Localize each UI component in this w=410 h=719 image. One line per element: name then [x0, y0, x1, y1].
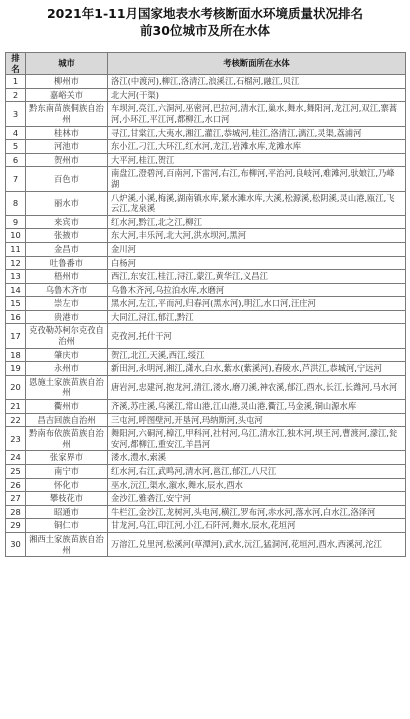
header-city: 城市	[26, 53, 108, 75]
rank-cell: 7	[6, 167, 26, 191]
city-cell: 昭通市	[26, 505, 108, 519]
rank-cell: 18	[6, 348, 26, 362]
city-cell: 湘西土家族苗族自治州	[26, 532, 108, 556]
table-row	[6, 140, 406, 154]
rank-cell: 6	[6, 153, 26, 167]
title-line-1: 2021年1-11月国家地表水考核断面水环境质量状况排名	[46, 6, 364, 21]
table-row	[6, 242, 406, 256]
city-cell: 黔南布依族苗族自治州	[26, 427, 108, 451]
rank-cell: 27	[6, 492, 26, 506]
table-row	[6, 215, 406, 229]
table-row	[6, 348, 406, 362]
rank-cell: 28	[6, 505, 26, 519]
table-row	[6, 283, 406, 297]
table-row	[6, 270, 406, 284]
water-cell: 白杨河	[108, 256, 406, 270]
water-cell: 甘龙河,乌江,印江河,小江,石阡河,舞水,辰水,花垣河	[108, 519, 406, 533]
city-cell: 攀枝花市	[26, 492, 108, 506]
water-cell: 洛江(中渡河),柳江,洛清江,浪溪江,石榴河,融江,贝江	[108, 75, 406, 89]
table-row	[6, 362, 406, 376]
rank-cell: 12	[6, 256, 26, 270]
water-cell: 克孜河,托什干河	[108, 324, 406, 348]
rank-cell: 21	[6, 400, 26, 414]
table-row	[6, 375, 406, 399]
city-cell: 永州市	[26, 362, 108, 376]
rank-cell: 2	[6, 88, 26, 102]
table-header-row	[6, 53, 406, 75]
city-cell: 丽水市	[26, 191, 108, 215]
rank-cell: 3	[6, 102, 26, 126]
table-row	[6, 153, 406, 167]
rank-cell: 9	[6, 215, 26, 229]
rank-cell: 17	[6, 324, 26, 348]
water-cell: 红水河,右江,武鸣河,清水河,邕江,郁江,八尺江	[108, 465, 406, 479]
rank-cell: 23	[6, 427, 26, 451]
table-row	[6, 75, 406, 89]
table-row	[6, 505, 406, 519]
rank-cell: 30	[6, 532, 26, 556]
city-cell: 吐鲁番市	[26, 256, 108, 270]
city-cell: 金昌市	[26, 242, 108, 256]
city-cell: 河池市	[26, 140, 108, 154]
ranking-table	[5, 52, 406, 557]
city-cell: 乌鲁木齐市	[26, 283, 108, 297]
water-cell: 北大河(干渠)	[108, 88, 406, 102]
water-cell: 车坝河,亮江,六洞河,巫密河,巴拉河,清水江,巢水,舞水,舞阳河,龙江河,双江,寨蒿河,小环江,平江河,都柳江,水口河	[108, 102, 406, 126]
table-row	[6, 88, 406, 102]
city-cell: 贵港市	[26, 310, 108, 324]
table-row	[6, 256, 406, 270]
rank-cell: 29	[6, 519, 26, 533]
water-cell: 西江,东安江,桂江,浔江,蒙江,黄华江,义昌江	[108, 270, 406, 284]
water-cell: 大平河,桂江,贺江	[108, 153, 406, 167]
table-row	[6, 451, 406, 465]
city-cell: 来宾市	[26, 215, 108, 229]
rank-cell: 20	[6, 375, 26, 399]
water-cell: 巫水,沅江,渠水,溆水,舞水,辰水,酉水	[108, 478, 406, 492]
water-cell: 舞阳河,六硐河,樟江,甲科河,社村河,乌江,清水江,独木河,坝王河,曹渡河,濛江,瓮安河,都柳江,重安江,羊昌河	[108, 427, 406, 451]
water-cell: 万溶江,兑里河,松溪河(草潭河),武水,沅江,猛洞河,花垣河,酉水,西溪河,沱江	[108, 532, 406, 556]
city-cell: 柳州市	[26, 75, 108, 89]
water-cell: 东大河,丰乐河,北大河,洪水坝河,黑河	[108, 229, 406, 243]
rank-cell: 15	[6, 297, 26, 311]
rank-cell: 19	[6, 362, 26, 376]
city-cell: 衢州市	[26, 400, 108, 414]
water-cell: 乌鲁木齐河,乌拉泊水库,水磨河	[108, 283, 406, 297]
water-cell: 八炉溪,小溪,梅溪,湖南镇水库,紧水滩水库,大溪,松源溪,松阴溪,灵山港,瓯江,飞云江,龙泉溪	[108, 191, 406, 215]
rank-cell: 14	[6, 283, 26, 297]
city-cell: 恩施土家族苗族自治州	[26, 375, 108, 399]
city-cell: 桂林市	[26, 126, 108, 140]
water-cell: 唐岩河,忠建河,抱龙河,清江,溇水,磨刀溪,神农溪,郁江,酉水,长江,长潍河,马水河	[108, 375, 406, 399]
table-row	[6, 102, 406, 126]
water-cell: 三屯河,呼图壁河,开垦河,玛纳斯河,头屯河	[108, 413, 406, 427]
rank-cell: 5	[6, 140, 26, 154]
table-row	[6, 519, 406, 533]
table-row	[6, 126, 406, 140]
city-cell: 克孜勒苏柯尔克孜自治州	[26, 324, 108, 348]
water-cell: 溇水,澧水,索溪	[108, 451, 406, 465]
water-cell: 红水河,黔江,北之江,柳江	[108, 215, 406, 229]
title-line-2: 前30位城市及所在水体	[140, 23, 270, 38]
document-title	[0, 0, 410, 43]
water-cell: 黑水河,左江,平而河,归春河(黑水河),明江,水口河,汪庄河	[108, 297, 406, 311]
water-cell: 大同江,浔江,郁江,黔江	[108, 310, 406, 324]
rank-cell: 4	[6, 126, 26, 140]
city-cell: 肇庆市	[26, 348, 108, 362]
water-cell: 寻江,甘棠江,大夷水,湘江,灌江,恭城河,桂江,洛清江,漓江,灵渠,荔浦河	[108, 126, 406, 140]
header-rank: 排名	[6, 53, 26, 75]
water-cell: 东小江,刁江,大环江,红水河,龙江,岩滩水库,龙滩水库	[108, 140, 406, 154]
rank-cell: 24	[6, 451, 26, 465]
water-cell: 金沙江,雅砻江,安宁河	[108, 492, 406, 506]
rank-cell: 8	[6, 191, 26, 215]
table-row	[6, 478, 406, 492]
table-row	[6, 465, 406, 479]
table-row	[6, 324, 406, 348]
table-row	[6, 427, 406, 451]
table-row	[6, 297, 406, 311]
table-row	[6, 191, 406, 215]
water-cell: 贺江,北江,天溪,西江,绥江	[108, 348, 406, 362]
rank-cell: 25	[6, 465, 26, 479]
water-cell: 牛栏江,金沙江,龙树河,头电河,横江,罗布河,赤水河,落水河,白水江,洛泽河	[108, 505, 406, 519]
city-cell: 张家界市	[26, 451, 108, 465]
table-row	[6, 492, 406, 506]
table-row	[6, 310, 406, 324]
city-cell: 黔东南苗族侗族自治州	[26, 102, 108, 126]
city-cell: 崇左市	[26, 297, 108, 311]
header-water: 考核断面所在水体	[108, 53, 406, 75]
city-cell: 梧州市	[26, 270, 108, 284]
water-cell: 新田河,永明河,湘江,潇水,白水,紫水(紫溪河),舂陵水,芦洪江,恭城河,宁远河	[108, 362, 406, 376]
rank-cell: 13	[6, 270, 26, 284]
city-cell: 昌吉回族自治州	[26, 413, 108, 427]
table-row	[6, 400, 406, 414]
city-cell: 怀化市	[26, 478, 108, 492]
rank-cell: 22	[6, 413, 26, 427]
table-row	[6, 229, 406, 243]
city-cell: 张掖市	[26, 229, 108, 243]
table-row	[6, 413, 406, 427]
table-row	[6, 532, 406, 556]
rank-cell: 11	[6, 242, 26, 256]
rank-cell: 26	[6, 478, 26, 492]
water-cell: 南盘江,澄碧河,百南河,下雷河,右江,布柳河,平治河,良岐河,难滩河,驮娘江,乃峰湖	[108, 167, 406, 191]
water-cell: 金川河	[108, 242, 406, 256]
city-cell: 嘉峪关市	[26, 88, 108, 102]
rank-cell: 10	[6, 229, 26, 243]
rank-cell: 16	[6, 310, 26, 324]
water-cell: 齐溪,苏庄溪,乌溪江,常山港,江山港,灵山港,衢江,马金溪,铜山源水库	[108, 400, 406, 414]
table-row	[6, 167, 406, 191]
rank-cell: 1	[6, 75, 26, 89]
city-cell: 贺州市	[26, 153, 108, 167]
city-cell: 南宁市	[26, 465, 108, 479]
city-cell: 百色市	[26, 167, 108, 191]
city-cell: 铜仁市	[26, 519, 108, 533]
